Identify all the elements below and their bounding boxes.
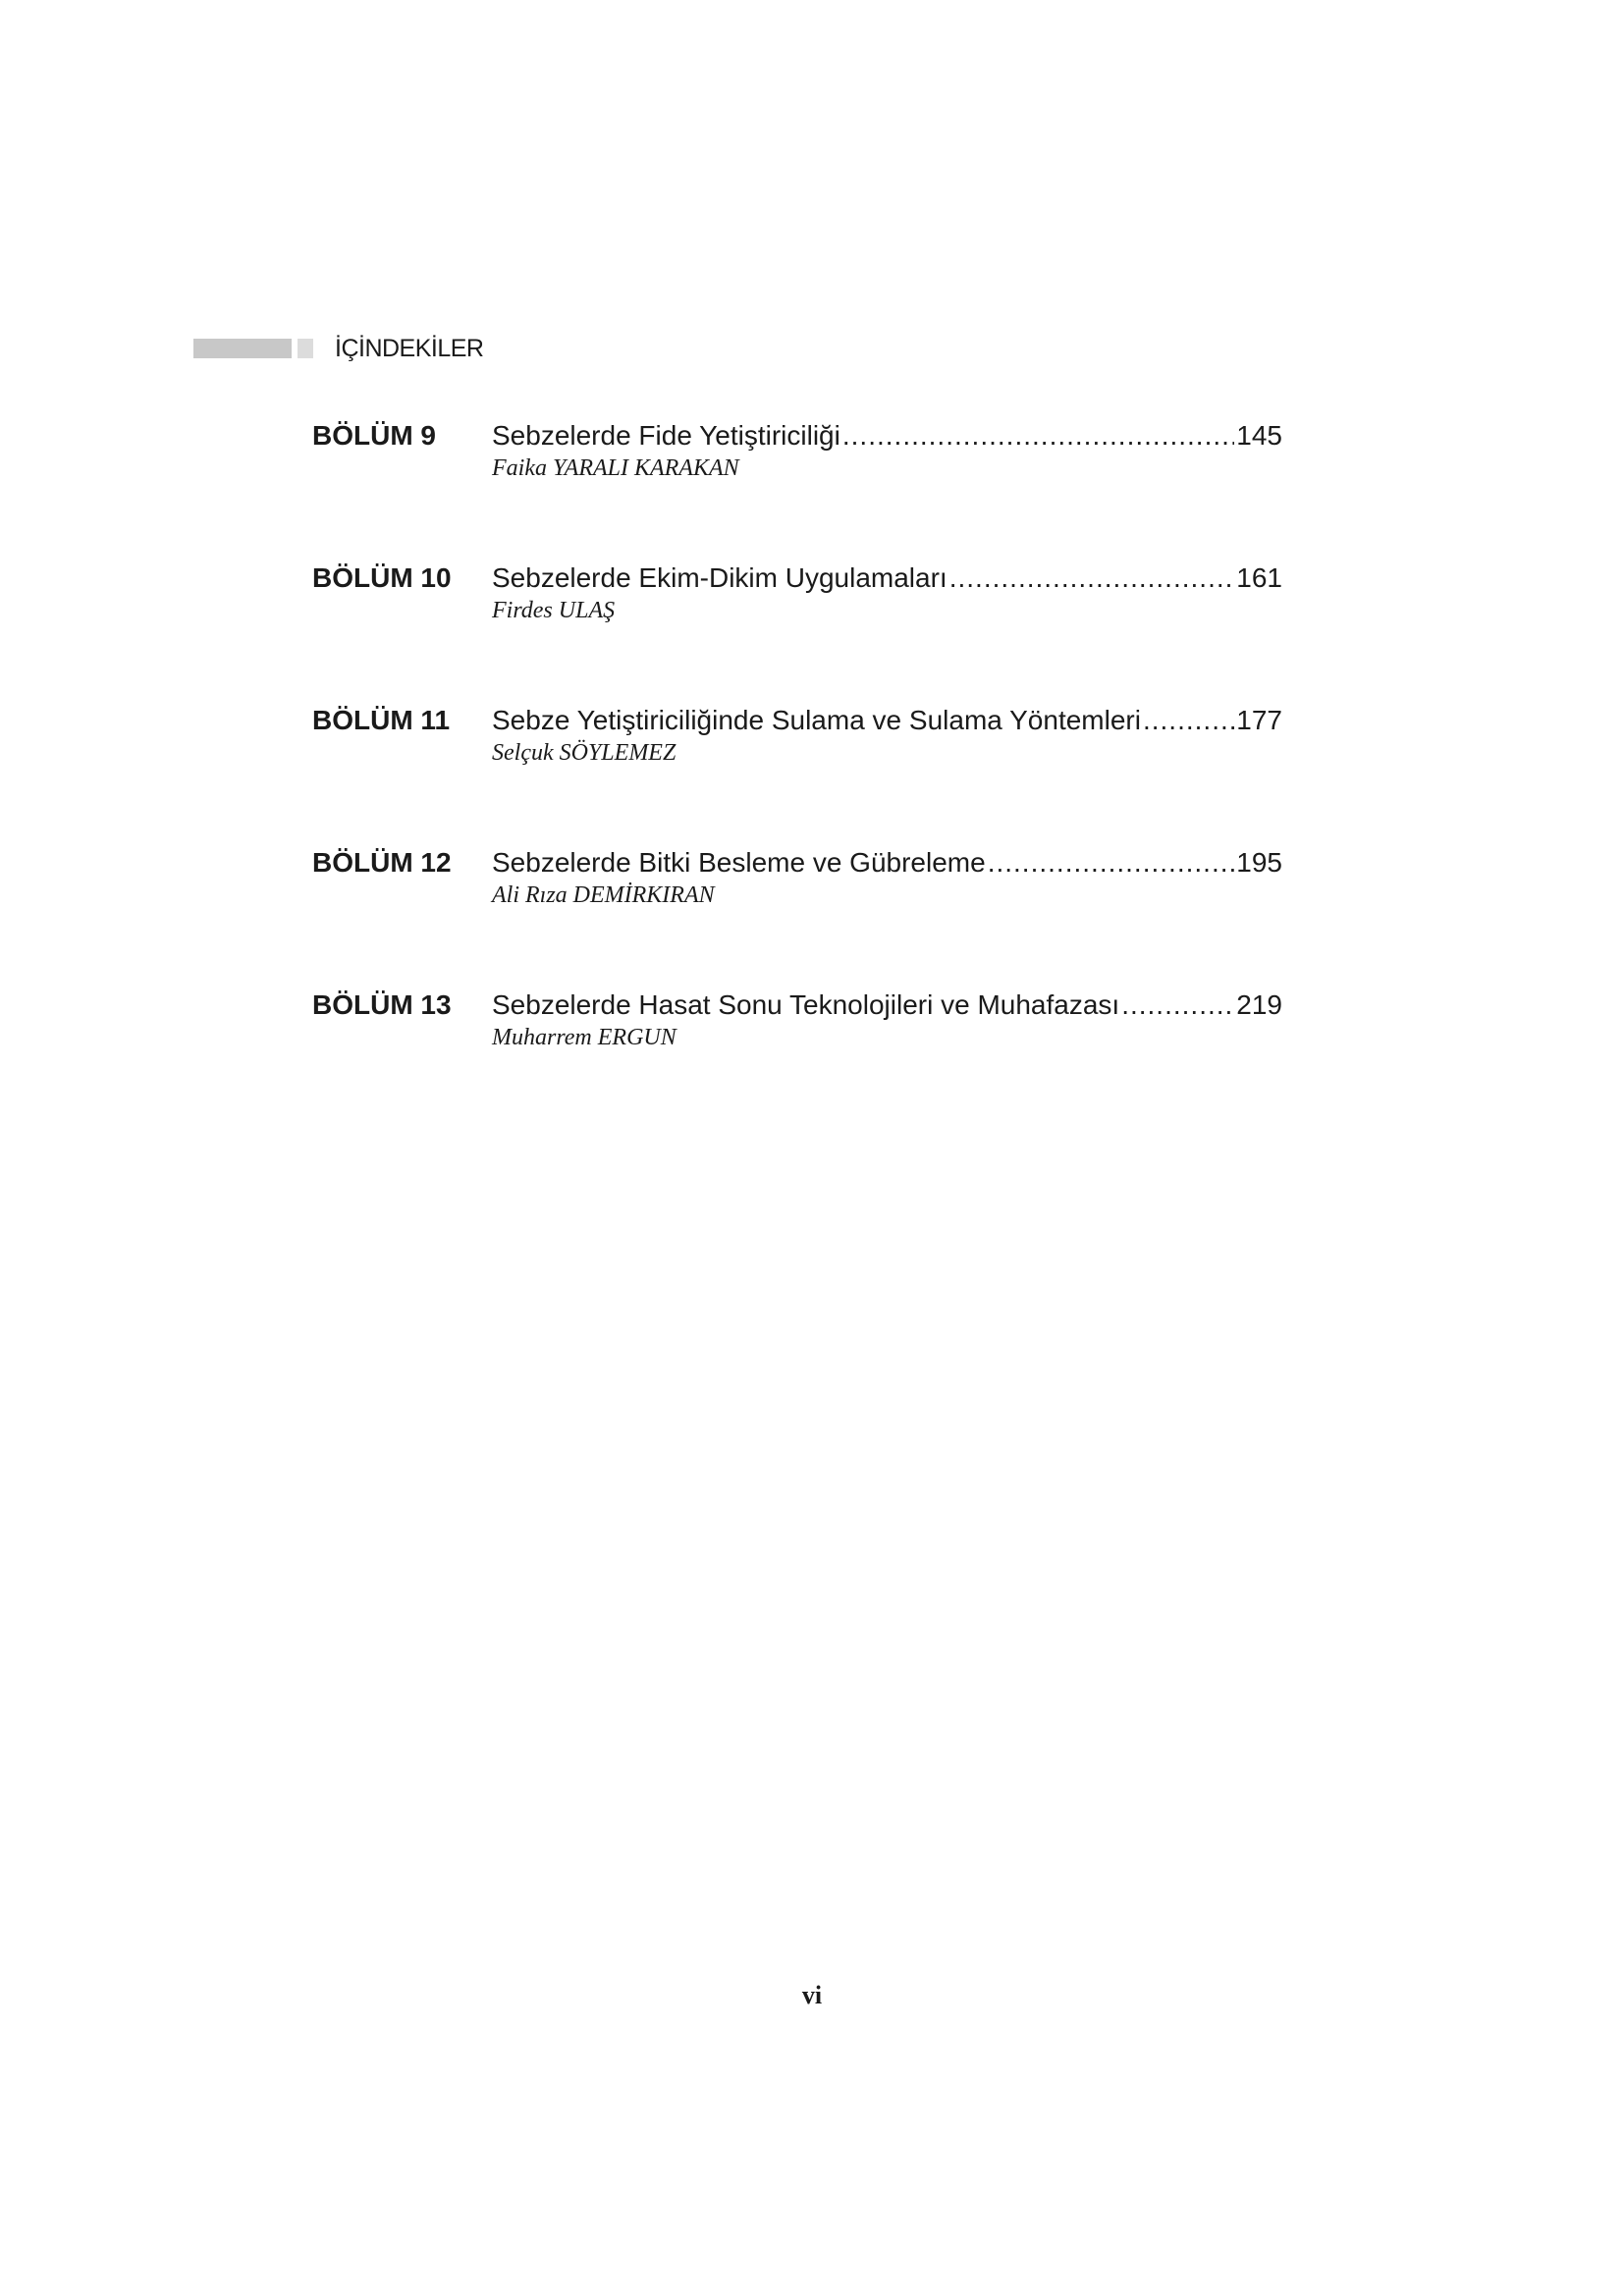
toc-line: [492, 705, 1282, 736]
chapter-title: Sebze Yetiştiriciliğinde Sulama ve Sulama Yöntemleri: [492, 705, 1141, 735]
chapter-author: Ali Rıza DEMİRKIRAN: [492, 882, 715, 908]
chapter-number: BÖLÜM 13: [312, 989, 452, 1020]
chapter-page-number: 195: [1236, 847, 1282, 878]
chapter-title: Sebzelerde Bitki Besleme ve Gübreleme: [492, 847, 986, 878]
chapter-title: Sebzelerde Ekim-Dikim Uygulamaları: [492, 562, 947, 593]
toc-entry[interactable]: [312, 562, 1282, 705]
footer-page-number: vi: [801, 1981, 823, 2009]
chapter-page-number: 161: [1236, 562, 1282, 593]
dot-leader: [988, 847, 1235, 879]
toc-entry[interactable]: [312, 705, 1282, 847]
toc-entry[interactable]: [312, 847, 1282, 989]
chapter-author: Muharrem ERGUN: [492, 1025, 677, 1050]
chapter-author: Selçuk SÖYLEMEZ: [492, 740, 677, 766]
chapter-number: BÖLÜM 10: [312, 562, 452, 593]
toc-line: [492, 420, 1282, 452]
toc-line: [492, 562, 1282, 594]
chapter-author: Faika YARALI KARAKAN: [492, 455, 739, 481]
chapter-number: BÖLÜM 9: [312, 420, 436, 451]
chapter-title: Sebzelerde Fide Yetiştiriciliği: [492, 420, 840, 451]
dot-leader: [1143, 705, 1234, 736]
dot-leader: [1121, 989, 1234, 1021]
toc-entry[interactable]: [312, 989, 1282, 1132]
chapter-number: BÖLÜM 12: [312, 847, 452, 878]
header-bar-decoration-small: [298, 339, 313, 358]
dot-leader: [949, 562, 1235, 594]
table-of-contents: [312, 420, 1282, 1132]
chapter-title: Sebzelerde Hasat Sonu Teknolojileri ve Muhafazası: [492, 989, 1120, 1020]
header-bar-decoration: [193, 339, 292, 358]
chapter-author: Firdes ULAŞ: [492, 598, 616, 623]
toc-line: [492, 847, 1282, 879]
chapter-page-number: 177: [1236, 705, 1282, 735]
toc-entry[interactable]: [312, 420, 1282, 562]
header-title: İÇİNDEKİLER: [335, 334, 484, 362]
chapter-page-number: 219: [1236, 989, 1282, 1020]
chapter-page-number: 145: [1236, 420, 1282, 451]
dot-leader: [842, 420, 1234, 452]
section-header: [193, 332, 483, 365]
toc-line: [492, 989, 1282, 1021]
chapter-number: BÖLÜM 11: [312, 705, 451, 735]
